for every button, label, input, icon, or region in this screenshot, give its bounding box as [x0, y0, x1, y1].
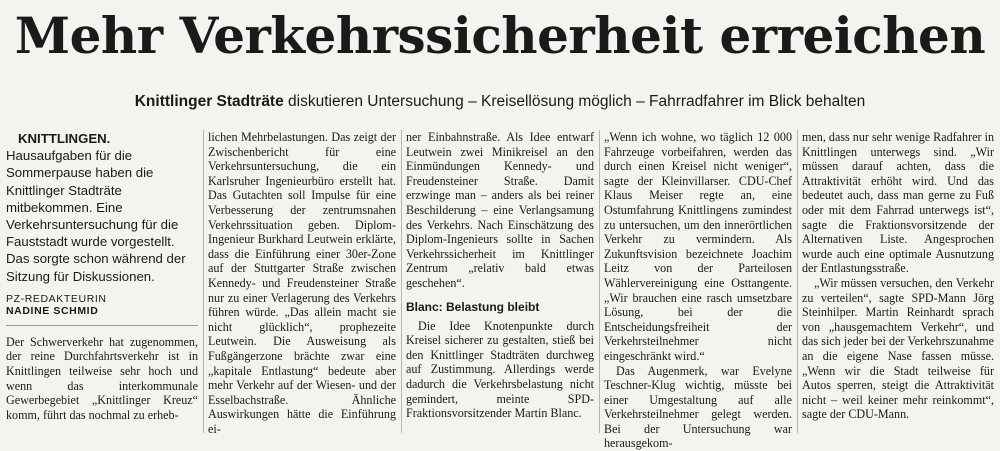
body-paragraph: lichen Mehrbelastungen. Das zeigt der Zwischenbericht für eine Verkehrsuntersuchung, die ein Karlsruher Ingenieurbüro erstellt hat. Das Gutachten soll Impulse für eine Verbesserung der zentrumsnahen Verkehrssituation geben. Diplom-Ingenieur Burkhard Leutwein erklärte, dass die Einführung einer 30er-Zone auf der Stuttgarter Straße zwischen Kennedy- und Freudensteiner Straße nur zu einer Verlagerung des Verkehrs führen würde. „Das allein macht sie nicht glücklich“, prophezeite Leutwein. Die Ausweisung als Fußgängerzone brächte zwar eine „kapitale Entlastung“ bedeute aber mehr Verkehr auf der Wiesen- und der Esselbachstraße. Ähnliche Auswirkungen hätte die Einführung ei- [208, 130, 396, 436]
subheadline-bold: Knittlinger Stadträte [135, 93, 284, 110]
section-subheading: Blanc: Belastung bleibt [406, 300, 594, 315]
column-rule [401, 130, 402, 433]
column-4 [604, 130, 792, 433]
subheadline-rest: diskutieren Untersuchung – Kreisellösung möglich – Fahrradfahrer im Blick behalten [284, 93, 866, 110]
headline: Mehr Verkehrssicherheit erreichen [0, 4, 1000, 68]
column-3 [406, 130, 594, 433]
body-paragraph: Die Idee Knotenpunkte durch Kreisel sicherer zu gestalten, stieß bei den Knittlinger Stadträten durchweg auf Zustimmung. Allerdings werde dadurch die Verkehrsbelastung nicht gemindert, meinte SPD-Fraktionsvorsitzender Martin Blanc. [406, 319, 594, 421]
byline-role: PZ-REDAKTEURIN [6, 293, 198, 306]
column-rule [599, 130, 600, 433]
column-1 [6, 130, 198, 433]
byline-name: NADINE SCHMID [6, 305, 198, 318]
body-paragraph: ner Einbahnstraße. Als Idee entwarf Leutwein zwei Minikreisel an den Einmündungen Kennedy- und Freudensteiner Straße. Damit erzwinge man – anders als bei reiner Beschilderung – eine Verlangsamung des Verkehrs. Nach Einschätzung des Diplom-Ingenieurs sollte in Sachen Verkehrssicherheit im Knittlinger Zentrum „relativ bald etwas geschehen“. [406, 130, 594, 291]
intro-text: Hausaufgaben für die Sommerpause haben die Knittlinger Stadträte mitbekommen. Eine Verkehrsuntersuchung für die Fauststadt wurde vorgestellt. Das sorgte schon während der Sitzung für Diskussionen. [6, 148, 186, 283]
column-5 [802, 130, 994, 433]
column-2 [208, 130, 396, 433]
body-paragraph: „Wenn ich wohne, wo täglich 12 000 Fahrzeuge vorbeifahren, werden das durch einen Kreisel nicht weniger“, sagte der Kleinvillarser. CDU-Chef Klaus Meiser regte an, eine Ostumfahrung Knittlingens zumindest zu untersuchen, um den innerörtlichen Verkehr zu vermindern. Als Zukunftsvision bezeichnete Joachim Leitz von der Parteilosen Wählervereinigung eine Osttangente. „Wir brauchen eine rasch umsetzbare Lösung, bei der die Entscheidungsfreiheit der Verkehrsteilnehmer nicht eingeschränkt wird.“ [604, 130, 792, 364]
body-paragraph: Das Augenmerk, war Evelyne Teschner-Klug wichtig, müsste bei einer Umgestaltung auf alle Verkehrsteilnehmer gelegt werden. Bei der Untersuchung war herausgekom- [604, 364, 792, 451]
column-rule [203, 130, 204, 433]
column-rule [797, 130, 798, 433]
body-paragraph: „Wir müssen versuchen, den Verkehr zu verteilen“, sagte SPD-Mann Jörg Steinhilper. Martin Reinhardt sprach von „hausgemachtem Verkehr“, und das sich jeder bei der Verkehrszunahme an die eigene Nase fassen müsse. „Wenn wir die Stadt teilweise für Autos sperren, steigt die Attraktivität nicht – weil keiner mehr reinkommt“, sagte der CDU-Mann. [802, 276, 994, 422]
intro-paragraph [6, 130, 198, 285]
body-paragraph: men, dass nur sehr wenige Radfahrer in Knittlingen unterwegs sind. „Wir müssen darauf achten, dass die Attraktivität erhöht wird. Und das bedeutet auch, dass man gerne zu Fuß oder mit dem Fahrrad unterwegs ist“, sagte die Fraktionsvorsitzende der Alternativen Liste. Angesprochen wurde auch eine optimale Ausnutzung der Entlastungsstraße. [802, 130, 994, 276]
body-paragraph: Der Schwerverkehr hat zugenommen, der reine Durchfahrtsverkehr ist in Knittlingen teilweise sehr hoch und wenn das interkommunale Gewerbegebiet „Knittlinger Kreuz“ komm, führt das nochmal zu erheb- [6, 335, 198, 423]
byline-divider [6, 325, 198, 326]
dateline: KNITTLINGEN. [18, 131, 110, 146]
byline [6, 293, 198, 318]
subheadline [0, 92, 1000, 112]
